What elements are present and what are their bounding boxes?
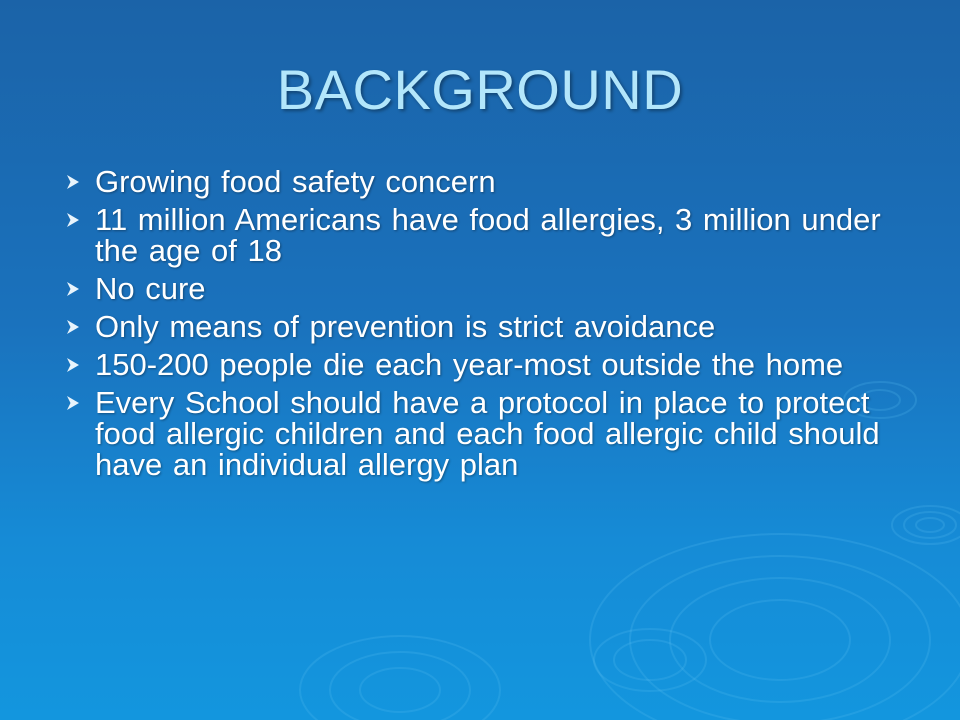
bullet-text: Every School should have a protocol in place to protect food allergic children and each food allergic child should have an individual allergy plan	[95, 385, 880, 482]
chevron-arrow-icon	[64, 211, 82, 229]
bullet-text: No cure	[95, 271, 206, 306]
bullet-text: Growing food safety concern	[95, 164, 496, 199]
chevron-arrow-icon	[64, 356, 82, 374]
bullet-item	[64, 204, 904, 266]
chevron-arrow-icon	[64, 280, 82, 298]
chevron-arrow-icon	[64, 394, 82, 412]
slide-title: BACKGROUND	[276, 58, 684, 121]
bullet-item	[64, 387, 904, 480]
bullet-item	[64, 273, 904, 304]
bullet-list	[64, 166, 904, 487]
bullet-item	[64, 349, 904, 380]
bullet-text: 11 million Americans have food allergies, 3 million under the age of 18	[95, 202, 881, 268]
chevron-arrow-icon	[64, 173, 82, 191]
bullet-text: 150-200 people die each year-most outside the home	[95, 347, 844, 382]
bullet-text: Only means of prevention is strict avoidance	[95, 309, 716, 344]
bullet-item	[64, 311, 904, 342]
bullet-item	[64, 166, 904, 197]
chevron-arrow-icon	[64, 318, 82, 336]
